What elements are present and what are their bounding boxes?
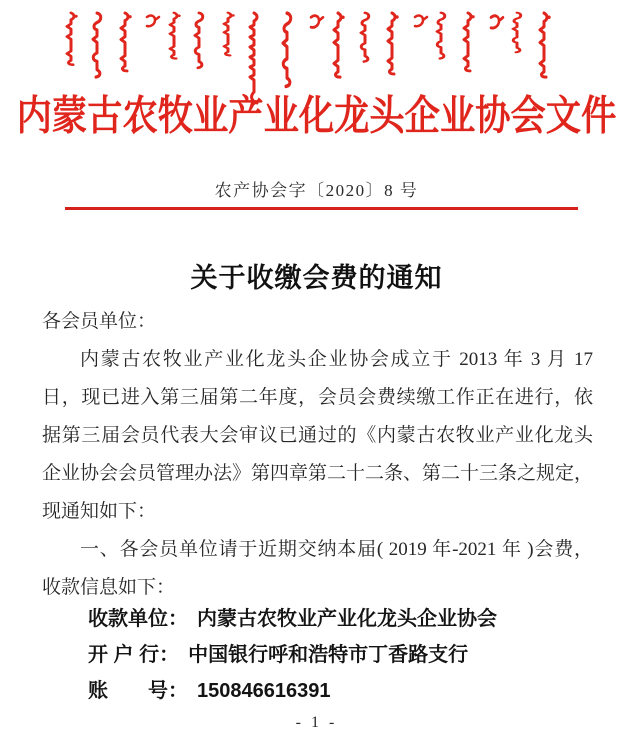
body-line: 日，现已进入第三届第二年度，会员会费续缴工作正在进行，依 (42, 387, 593, 408)
page-number: - 1 - (295, 714, 338, 731)
salutation-line: 各会员单位： (42, 311, 157, 332)
payment-value: 内蒙古农牧业产业化龙头企业协会 (197, 608, 497, 630)
red-divider-line (65, 207, 578, 210)
body-line: 一、各会员单位请于近期交纳本届( 2019 年-2021 年 )会费， (80, 539, 593, 560)
body-line: 企业协会会员管理办法》第四章第二十二条、第二十三条之规定， (42, 463, 594, 484)
payment-row-payee (88, 601, 497, 637)
body-line: 内蒙古农牧业产业化龙头企业协会成立于 2013 年 3 月 17 (80, 349, 593, 370)
body-line: 收款信息如下： (42, 577, 176, 598)
payment-row-bank (88, 637, 497, 673)
payment-row-account (88, 673, 497, 709)
document-header-title: 内蒙古农牧业产业化龙头企业协会文件 (16, 93, 617, 139)
document-number: 农产协会字〔2020〕8 号 (214, 181, 419, 200)
payment-value: 150846616391 (197, 680, 331, 702)
payment-label: 开 户 行： (88, 644, 180, 666)
body-line: 据第三届会员代表大会审议已通过的《内蒙古农牧业产业化龙头 (42, 425, 593, 446)
payment-label: 账 号： (88, 680, 188, 702)
notice-body (42, 303, 593, 607)
payment-label: 收款单位： (88, 608, 188, 630)
notice-title: 关于收缴会费的通知 (190, 263, 443, 293)
payment-value: 中国银行呼和浩特市丁香路支行 (188, 644, 469, 666)
payment-info (88, 601, 497, 709)
body-line: 现通知如下： (42, 501, 157, 522)
